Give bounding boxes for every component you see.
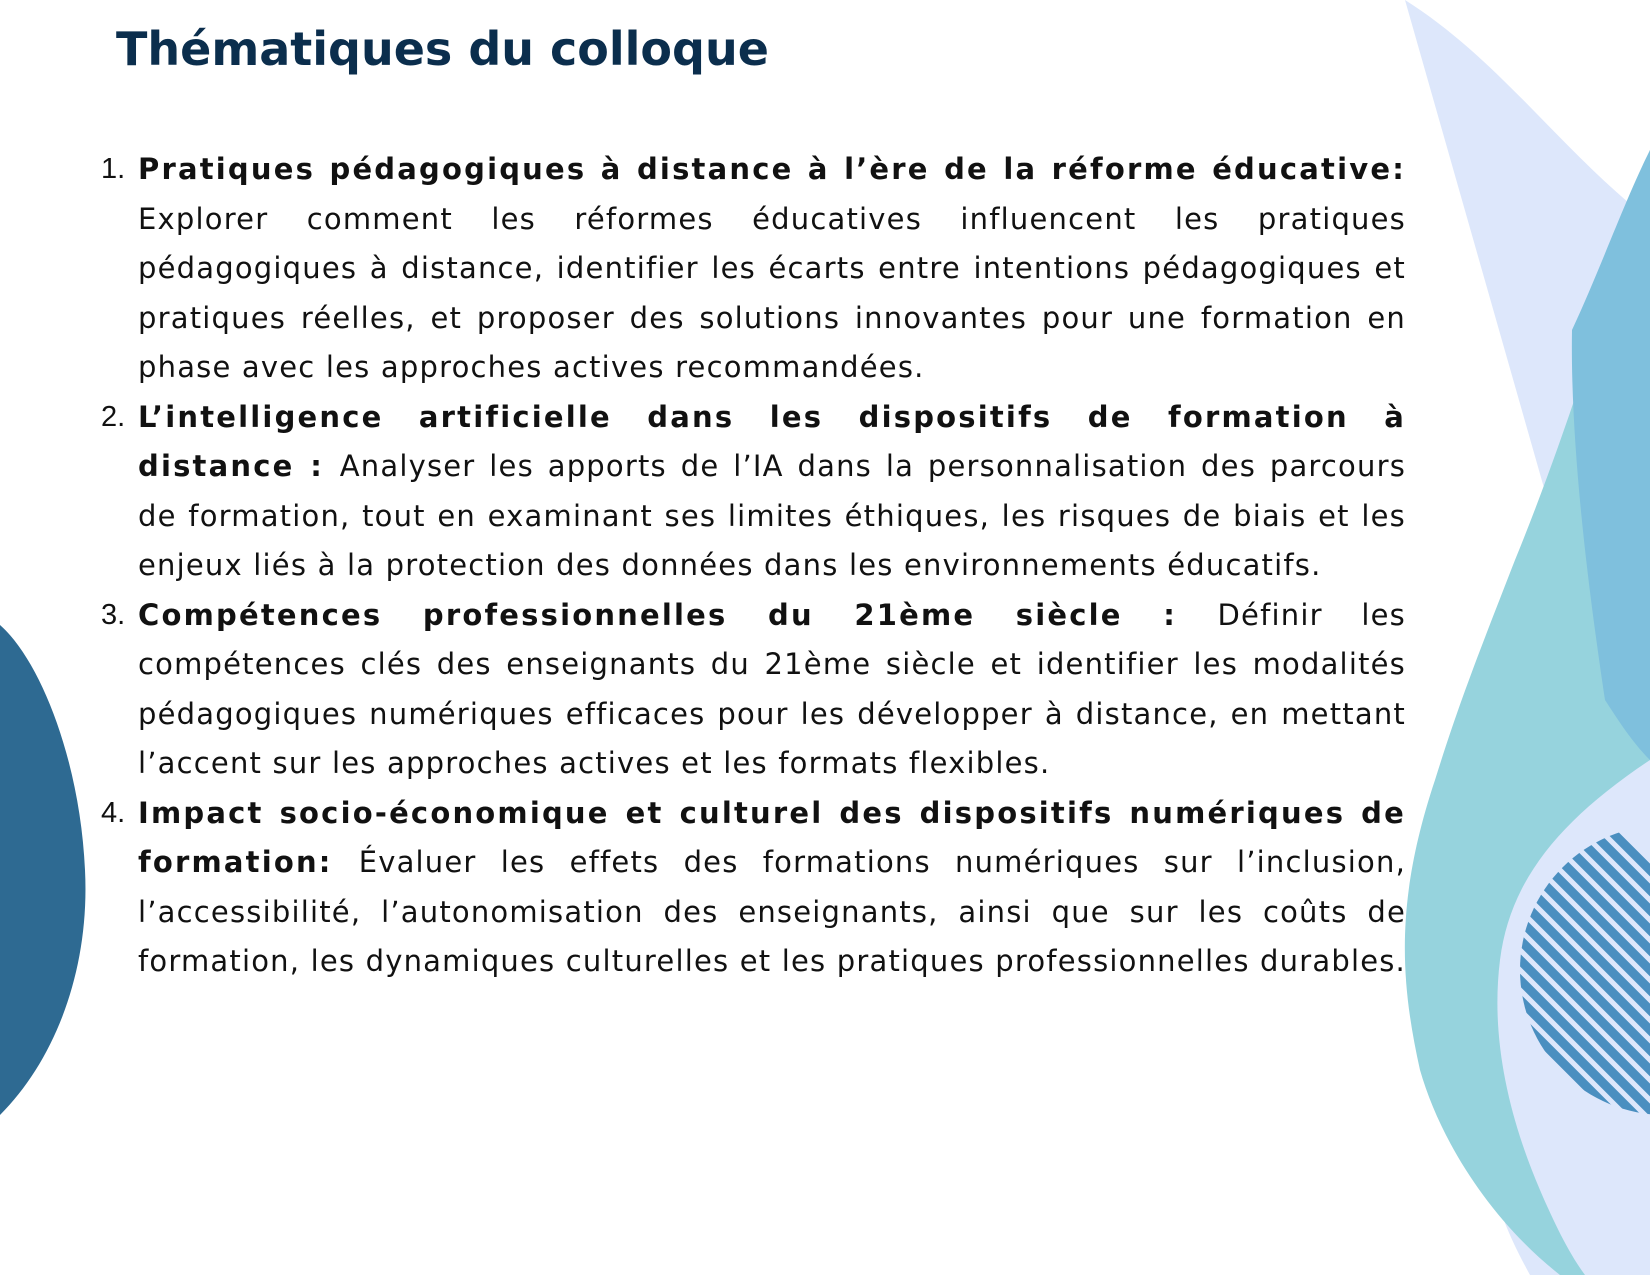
- topic-item-2: [96, 393, 1406, 591]
- topic-body: Évaluer les effets des formations numériques sur l’inclusion, l’accessibilité, l’autonomisation des enseignants, ainsi que sur les coûts de formation, les dynamiques culturelles et les pratiques professionnelles durables.: [138, 845, 1406, 978]
- topics-list: [96, 145, 1406, 987]
- topic-body: Explorer comment les réformes éducatives influencent les pratiques pédagogiques à distance, identifier les écarts entre intentions pédagogiques et pratiques réelles, et proposer des solutions innovantes pour une formation en phase avec les approches actives recommandées.: [138, 201, 1406, 384]
- topic-heading: Compétences professionnelles du 21ème siècle :: [138, 597, 1218, 632]
- topic-number: 2.: [101, 400, 126, 433]
- dark-blue-half-circle: [0, 625, 85, 1115]
- topic-number: 4.: [101, 796, 126, 829]
- topic-number: 3.: [101, 598, 126, 631]
- topic-heading: Pratiques pédagogiques à distance à l’ère de la réforme éducative:: [138, 152, 1406, 186]
- topic-heading: L’intelligence artificielle dans les dispositifs de formation à distance :: [138, 399, 1406, 483]
- topic-heading: Impact socio-économique et culturel des dispositifs numériques de formation:: [138, 795, 1406, 879]
- topic-item-3: [96, 591, 1406, 789]
- topic-item-1: [96, 145, 1406, 393]
- topic-item-4: [96, 789, 1406, 987]
- topic-number: 1.: [101, 153, 126, 185]
- topic-body: Définir les compétences clés des enseignants du 21ème siècle et identifier les modalités pédagogiques numériques efficaces pour les développer à distance, en mettant l’accent sur les approches actives et les formats flexibles.: [138, 597, 1406, 780]
- page-title: Thématiques du colloque: [116, 22, 769, 76]
- topic-body: Analyser les apports de l’IA dans la personnalisation des parcours de formation, tout en examinant ses limites éthiques, les risques de biais et les enjeux liés à la protection des données dans les environnements éducatifs.: [138, 449, 1407, 582]
